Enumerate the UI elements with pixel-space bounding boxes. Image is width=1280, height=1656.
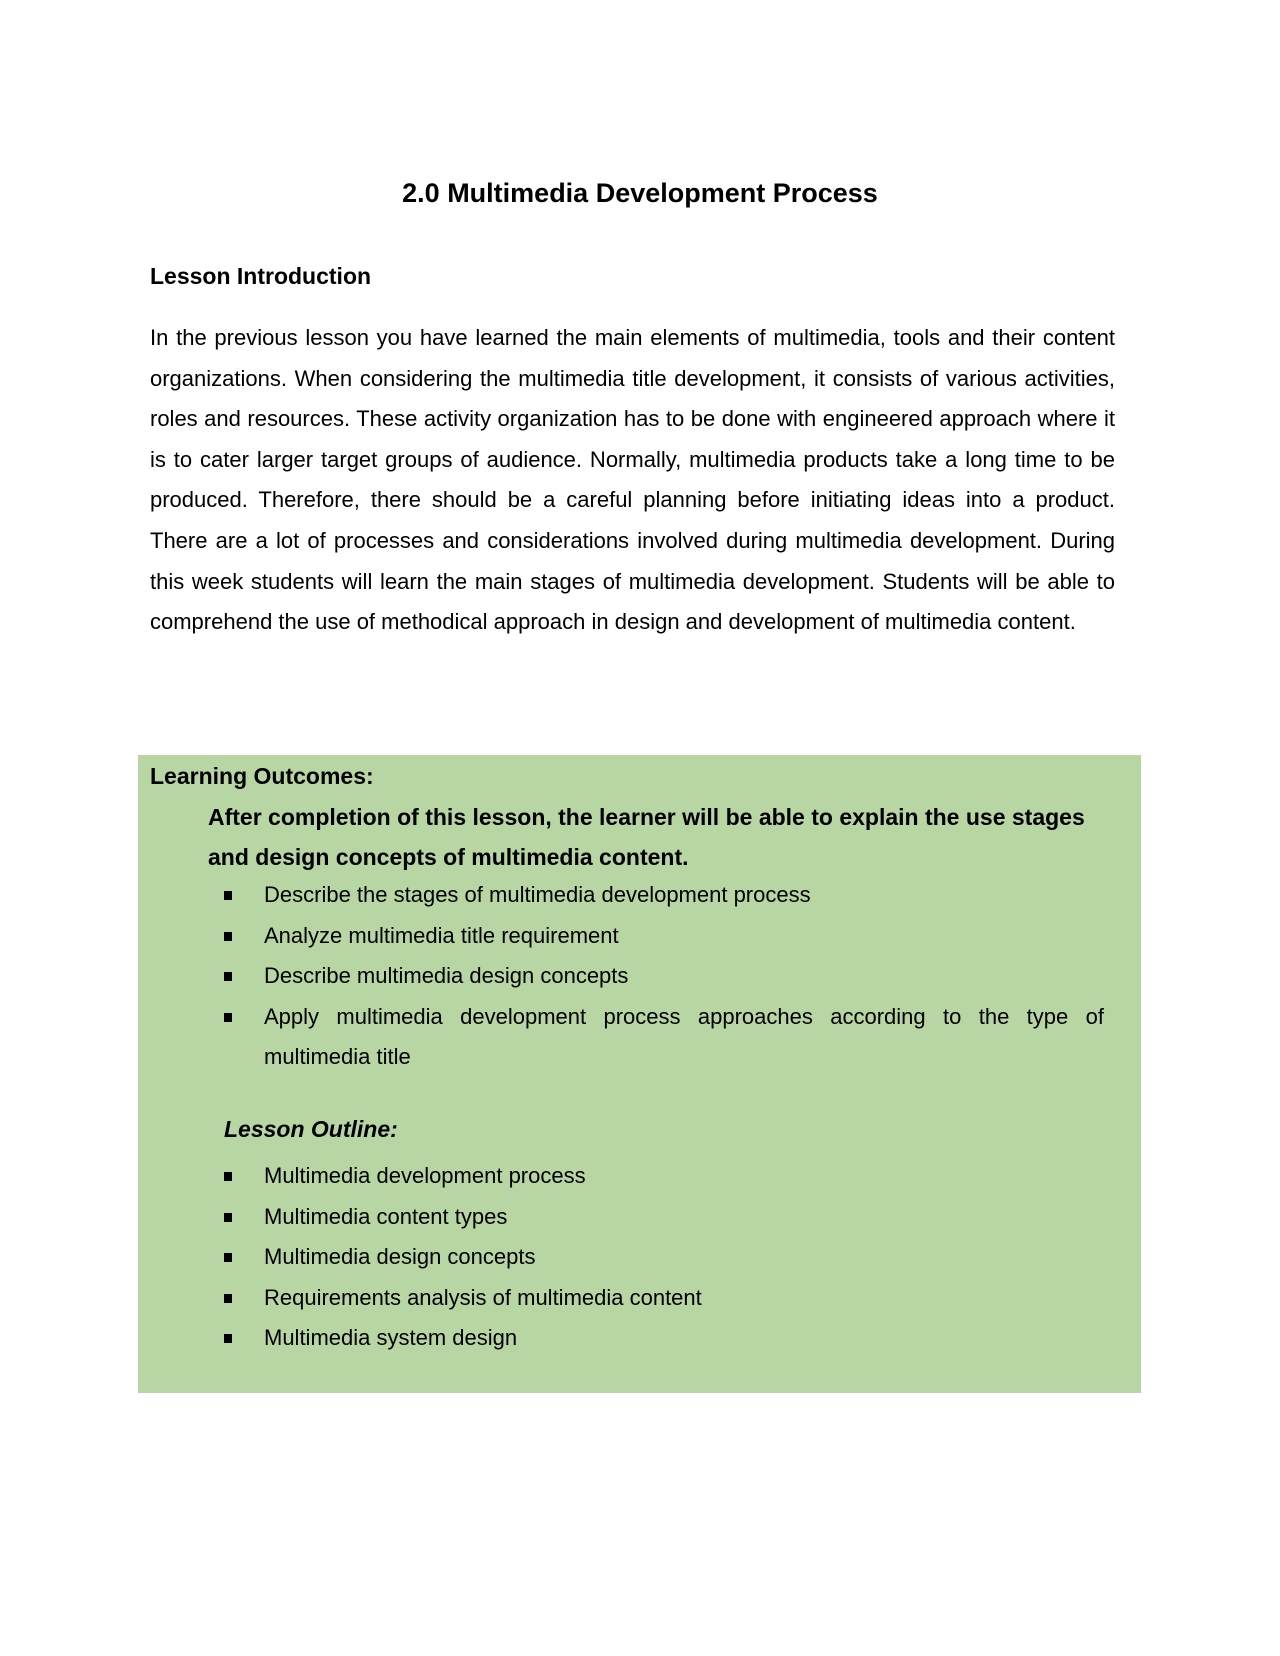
intro-heading: Lesson Introduction [150,263,372,289]
bullet-icon [224,1253,232,1262]
list-item [224,916,1104,957]
bullet-icon [224,972,232,981]
intro-paragraph: In the previous lesson you have learned the main elements of multimedia, tools and their content organizations. When considering the multimedia title development, it consists of various activities, roles and resources. These activity organization has to be done with engineered approach where it is to cater larger target groups of audience. Normally, multimedia products take a long time to be produced. Therefore, there should be a careful planning before initiating ideas into a product. There are a lot of processes and considerations involved during multimedia development. During this week students will learn the main stages of multimedia development. Students will be able to comprehend the use of methodical approach in design and development of multimedia content. [150,325,1115,635]
list-item [224,1318,1104,1359]
bullet-icon [224,1213,232,1222]
bullet-icon [224,932,232,941]
list-item [224,997,1104,1078]
list-item-text: Multimedia development process [264,1163,586,1188]
list-item-text: Describe the stages of multimedia development process [264,882,811,907]
list-item-text: Apply multimedia development process approaches according to the type of multimedia title [264,1003,1104,1070]
outcomes-heading: Learning Outcomes: [150,763,374,789]
bullet-icon [224,1294,232,1303]
outline-heading: Lesson Outline: [224,1116,398,1142]
bullet-icon [224,1334,232,1343]
outcomes-description: After completion of this lesson, the learner will be able to explain the use stages and design concepts of multimedia content. [208,804,1085,870]
list-item-text: Describe multimedia design concepts [264,963,629,989]
list-item-text: Analyze multimedia title requirement [264,922,619,948]
list-item-text: Multimedia content types [264,1203,508,1229]
learning-outcomes-box [138,755,1141,1393]
bullet-icon [224,891,232,900]
outcomes-list [224,875,1104,1078]
list-item [224,875,1104,916]
list-item-text: Multimedia system design [264,1325,518,1351]
page-title: 2.0 Multimedia Development Process [402,178,878,208]
bullet-icon [224,1013,232,1022]
list-item-text: Multimedia design concepts [264,1244,536,1270]
list-item [224,1278,1104,1319]
list-item [224,1237,1104,1278]
list-item [224,956,1104,997]
list-item [224,1197,1104,1238]
outline-list [224,1156,1104,1359]
list-item-text: Requirements analysis of multimedia content [264,1284,702,1310]
bullet-icon [224,1172,232,1181]
list-item [224,1156,1104,1197]
